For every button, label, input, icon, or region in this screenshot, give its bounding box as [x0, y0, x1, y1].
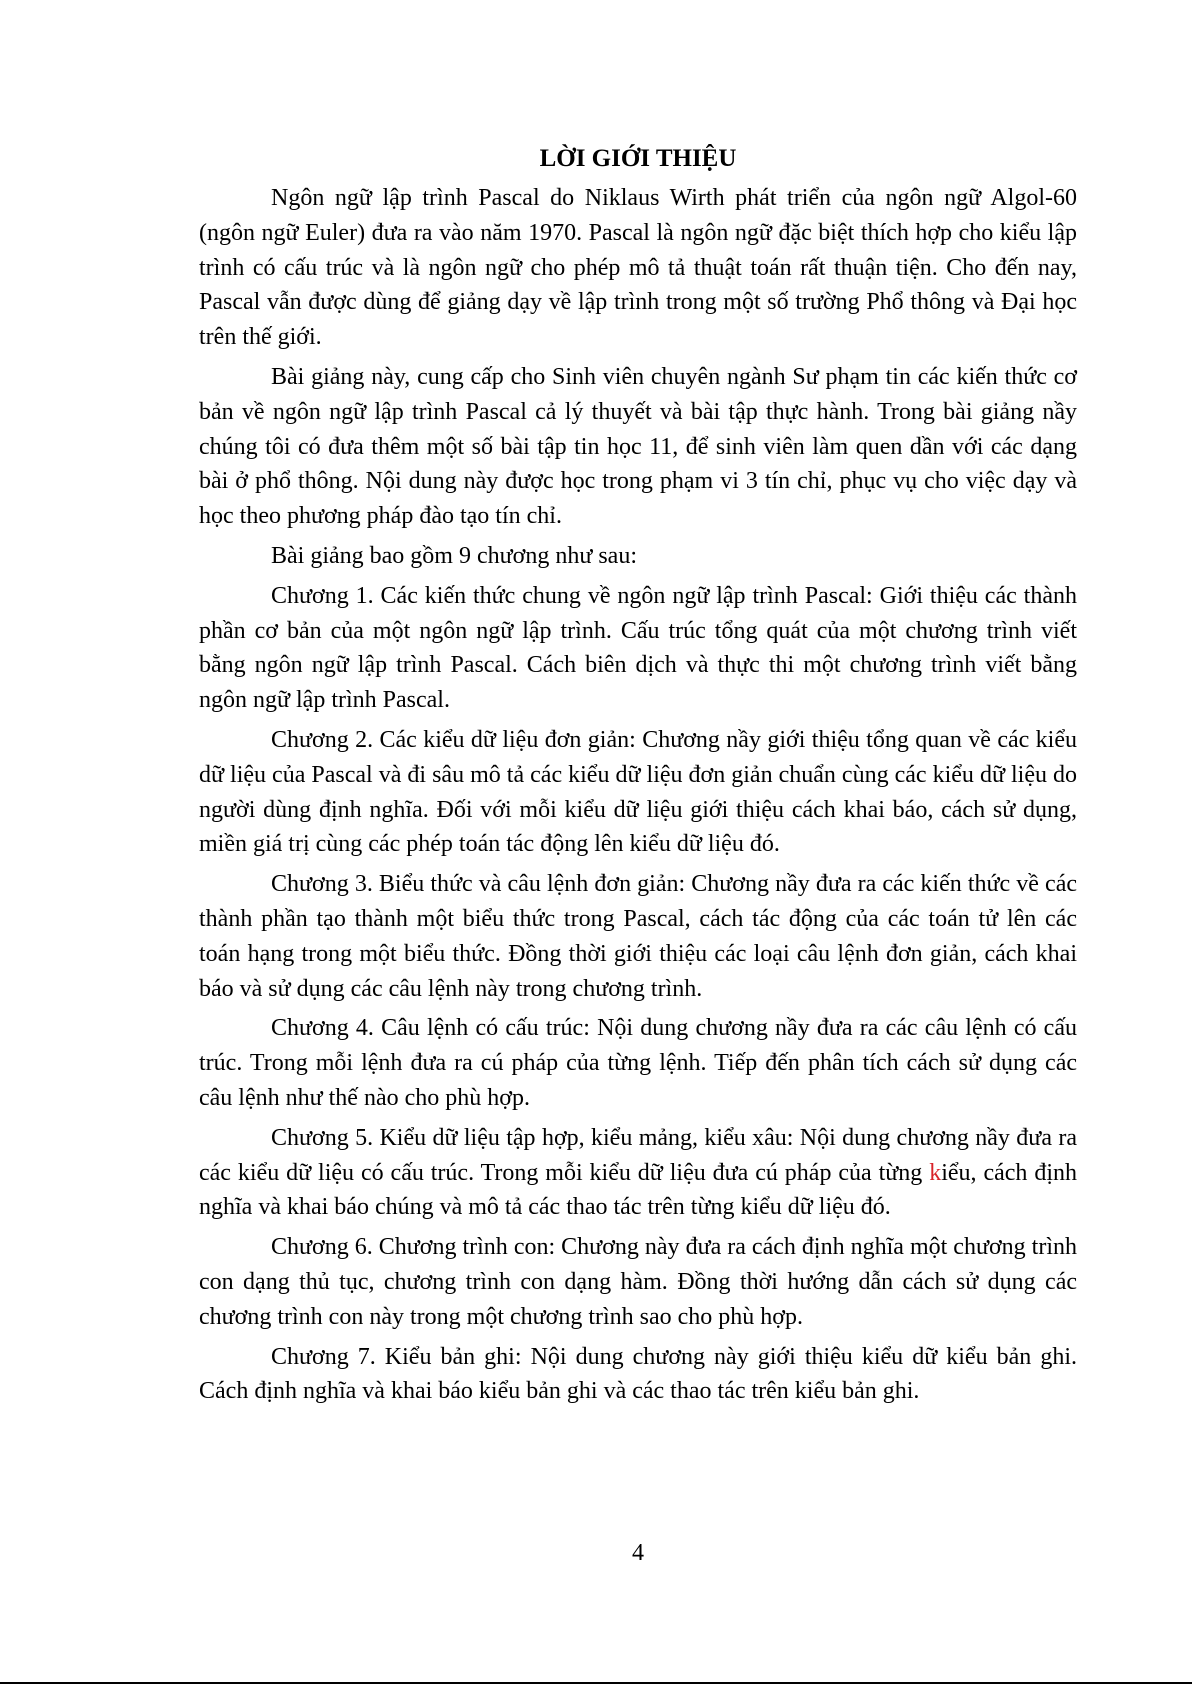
- chapter-3-paragraph: Chương 3. Biểu thức và câu lệnh đơn giản: Chương nầy đưa ra các kiến thức về các thành phần tạo thành một biểu thức trong Pascal, cách tác động của các toán tử lên các toán hạng trong một biểu thức. Đồng thời giới thiệu các loại câu lệnh đơn giản, cách khai báo và sử dụng các câu lệnh này trong chương trình.: [199, 871, 1077, 1002]
- chapter-overview-paragraph: Bài giảng bao gồm 9 chương như sau:: [271, 542, 637, 569]
- chapter-1-paragraph: Chương 1. Các kiến thức chung về ngôn ngữ lập trình Pascal: Giới thiệu các thành phần cơ bản của một ngôn ngữ lập trình. Cấu trúc tổng quát của một chương trình viết bằng ngôn ngữ lập trình Pascal. Cách biên dịch và thực thi một chương trình viết bằng ngôn ngữ lập trình Pascal.: [199, 582, 1077, 714]
- chapter-5-paragraph: [199, 1121, 1077, 1225]
- page-content: [199, 142, 1077, 1414]
- chapter-5-text-end: iểu, cách định nghĩa và khai báo chúng và mô tả các thao tác trên từng kiểu dữ liệu đó.: [199, 1159, 1077, 1221]
- page-number: 4: [632, 1540, 644, 1566]
- chapter-2-paragraph: Chương 2. Các kiểu dữ liệu đơn giản: Chương nầy giới thiệu tổng quan về các kiểu dữ liệu của Pascal và đi sâu mô tả các kiểu dữ liệu đơn giản chuẩn cùng các kiểu dữ liệu do người dùng định nghĩa. Đối với mỗi kiểu dữ liệu giới thiệu cách khai báo, cách sử dụng, miền giá trị cùng các phép toán tác động lên kiểu dữ liệu đó.: [199, 726, 1077, 858]
- chapter-5-text-start: Chương 5. Kiểu dữ liệu tập hợp, kiểu mảng, kiểu xâu: Nội dung chương nầy đưa ra các kiểu dữ liệu có cấu trúc. Trong mỗi kiểu dữ liệu đưa cú pháp của từng: [199, 1124, 1077, 1186]
- chapter-6-paragraph: Chương 6. Chương trình con: Chương này đưa ra cách định nghĩa một chương trình con dạng thủ tục, chương trình con dạng hàm. Đồng thời hướng dẫn cách sử dụng các chương trình con này trong một chương trình sao cho phù hợp.: [199, 1234, 1077, 1330]
- intro-paragraph: Ngôn ngữ lập trình Pascal do Niklaus Wirth phát triển của ngôn ngữ Algol-60 (ngôn ngữ Euler) đưa ra vào năm 1970. Pascal là ngôn ngữ đặc biệt thích hợp cho kiểu lập trình có cấu trúc và là ngôn ngữ cho phép mô tả thuật toán rất thuận tiện. Cho đến nay, Pascal vẫn được dùng để giảng dạy về lập trình trong một số trường Phổ thông và Đại học trên thế giới.: [199, 185, 1077, 351]
- course-description-paragraph: Bài giảng này, cung cấp cho Sinh viên chuyên ngành Sư phạm tin các kiến thức cơ bản về ngôn ngữ lập trình Pascal cả lý thuyết và bài tập thực hành. Trong bài giảng nầy chúng tôi có đưa thêm một số bài tập tin học 11, để sinh viên làm quen dần với các dạng bài ở phổ thông. Nội dung này được học trong phạm vi 3 tín chỉ, phục vụ cho việc dạy và học theo phương pháp đào tạo tín chỉ.: [199, 363, 1077, 530]
- highlighted-character: k: [929, 1159, 942, 1186]
- page-title: LỜI GIỚI THIỆU: [539, 145, 737, 172]
- chapter-7-paragraph: Chương 7. Kiểu bản ghi: Nội dung chương này giới thiệu kiểu dữ kiểu bản ghi. Cách định nghĩa và khai báo kiểu bản ghi và các thao tác trên kiểu bản ghi.: [199, 1343, 1077, 1405]
- chapter-4-paragraph: Chương 4. Câu lệnh có cấu trúc: Nội dung chương nầy đưa ra các câu lệnh có cấu trúc. Trong mỗi lệnh đưa ra cú pháp của từng lệnh. Tiếp đến phân tích cách sử dụng các câu lệnh như thế nào cho phù hợp.: [199, 1015, 1077, 1111]
